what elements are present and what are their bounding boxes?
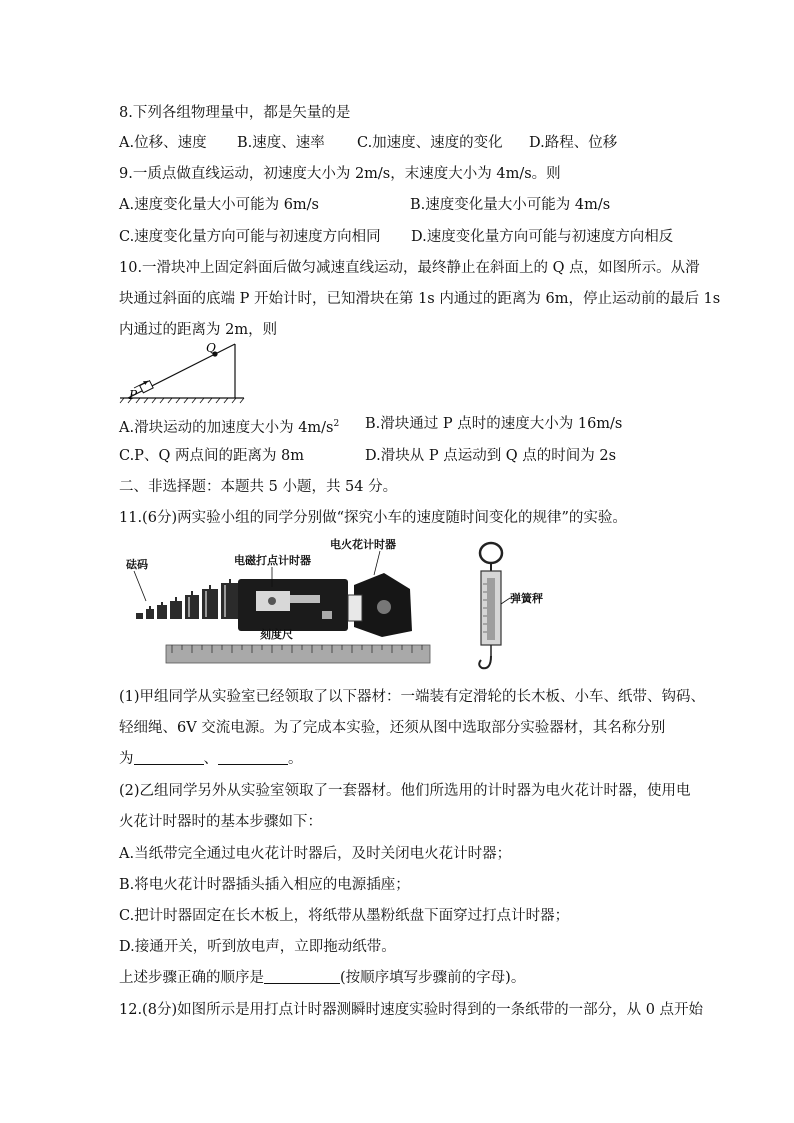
q11-part1-line2: 轻细绳、6V 交流电源。为了完成本实验，还须从图中选取部分实验器材，其名称分别: [119, 720, 666, 736]
q9-stem: 9.一质点做直线运动，初速度大小为 2m/s，末速度大小为 4m/s。则: [119, 166, 561, 182]
q11-part1-prefix: 为: [119, 751, 134, 767]
q10-stem-line2: 块通过斜面的底端 P 开始计时，已知滑块在第 1s 内通过的距离为 6m，停止运动前的最后 1s: [119, 291, 721, 307]
q11-part1-line3: [119, 749, 303, 769]
spark-timer-disk: [377, 600, 391, 614]
answer-blank-2[interactable]: [218, 749, 288, 765]
label-spring-scale: 弹簧秤: [510, 592, 543, 605]
weights-pointer: [134, 571, 146, 601]
em-timer-vibrator: [290, 595, 320, 603]
q11-part2-line2: 火花计时器时的基本步骤如下：: [119, 814, 322, 830]
q8-option-b: B.速度、速率: [237, 135, 325, 151]
q9-option-c: C.速度变化量方向可能与初速度方向相同: [119, 229, 381, 245]
spring-scale-hook: [479, 656, 491, 668]
q10-option-c: C.P、Q 两点间的距离为 8m: [119, 448, 305, 464]
q9-option-a: A.速度变化量大小可能为 6m/s: [119, 197, 319, 213]
q9-option-b: B.速度变化量大小可能为 4m/s: [410, 197, 611, 213]
spring-scale-photo: [460, 538, 570, 674]
q11-step-d: D.接通开关，听到放电声，立即拖动纸带。: [119, 939, 396, 955]
weights-set: [136, 579, 239, 619]
q11-step-c: C.把计时器固定在长木板上，将纸带从墨粉纸盘下面穿过打点计时器；: [119, 908, 570, 924]
q8-option-a: A.位移、速度: [119, 135, 207, 151]
q11-stem: 11.(6分)两实验小组的同学分别做“探究小车的速度随时间变化的规律”的实验。: [119, 510, 627, 526]
em-timer-base: [238, 579, 348, 631]
ruler-body: [166, 645, 430, 663]
label-q: Q: [206, 341, 216, 355]
spring-scale-pointer: [501, 598, 510, 604]
label-weights: 砝码: [126, 558, 148, 571]
section-heading: 二、非选择题：本题共 5 小题，共 54 分。: [119, 479, 398, 495]
spring-scale-scale-strip: [487, 578, 495, 640]
answer-blank-1[interactable]: [134, 749, 204, 765]
q11-part2-line1: (2)乙组同学另外从实验室领取了一套器材。他们所选用的计时器为电火花计时器，使用电: [119, 783, 691, 799]
q10-option-a: [119, 414, 339, 438]
label-em-timer: 电磁打点计时器: [234, 554, 311, 567]
q10-option-a-exponent: 2: [333, 419, 340, 429]
q9-option-d: D.速度变化量方向可能与初速度方向相反: [411, 229, 674, 245]
q10-stem-line3: 内通过的距离为 2m，则: [119, 322, 278, 338]
q8-option-c: C.加速度、速度的变化: [357, 135, 503, 151]
spark-timer-plug: [348, 595, 362, 621]
q11-order-suffix: (按顺序填写步骤前的字母)。: [340, 970, 526, 986]
label-p: P: [129, 388, 138, 402]
q11-order-line: [119, 968, 525, 988]
spring-scale-ring: [480, 543, 502, 563]
q8-stem: 8.下列各组物理量中，都是矢量的是: [119, 105, 351, 121]
q11-part1-line1: (1)甲组同学从实验室已经领取了以下器材：一端装有定滑轮的长木板、小车、纸带、钩码、: [119, 689, 706, 705]
label-spark-timer: 电火花计时器: [330, 538, 396, 551]
em-timer-terminal: [322, 611, 332, 619]
lab-equipment-photo: [122, 535, 440, 671]
spark-timer-pointer: [374, 551, 380, 575]
q10-stem-line1: 10.一滑块冲上固定斜面后做匀减速直线运动，最终静止在斜面上的 Q 点，如图所示。从滑: [119, 260, 700, 276]
incline-figure: [118, 340, 248, 406]
q10-option-a-text: A.滑块运动的加速度大小为 4m/s: [119, 420, 334, 436]
q11-step-a: A.当纸带完全通过电火花计时器后，及时关闭电火花计时器；: [119, 846, 512, 862]
q11-part1-end: 。: [288, 751, 303, 767]
answer-blank-order[interactable]: [264, 968, 340, 984]
q12-stem: 12.(8分)如图所示是用打点计时器测瞬时速度实验时得到的一条纸带的一部分，从 0 点开始: [119, 1002, 704, 1018]
q11-step-b: B.将电火花计时器插头插入相应的电源插座；: [119, 877, 410, 893]
label-ruler: 刻度尺: [260, 628, 293, 641]
q11-part1-separator: 、: [203, 751, 218, 767]
ground-hatching: [120, 398, 244, 403]
q10-option-b: B.滑块通过 P 点时的速度大小为 16m/s: [365, 416, 623, 432]
q8-option-d: D.路程、位移: [529, 135, 618, 151]
em-timer-knob: [268, 597, 276, 605]
q11-order-prefix: 上述步骤正确的顺序是: [119, 970, 264, 986]
q10-option-d: D.滑块从 P 点运动到 Q 点的时间为 2s: [365, 448, 617, 464]
